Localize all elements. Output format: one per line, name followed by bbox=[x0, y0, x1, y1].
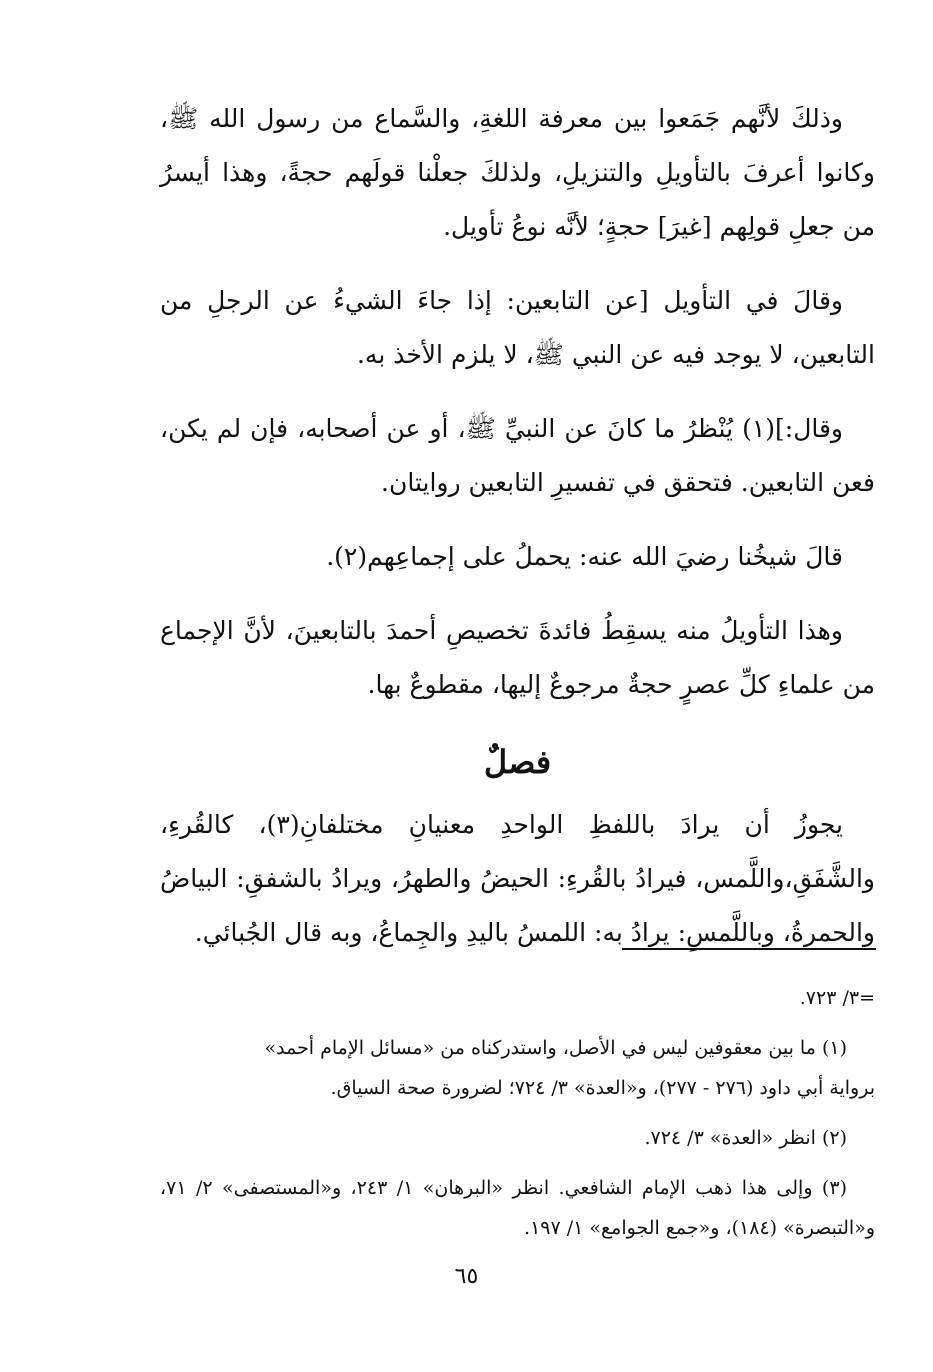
footnote-2: (٢) انظر «العدة» ٣/ ٧٢٤. bbox=[644, 1127, 847, 1149]
paragraph-1: وذلكَ لأنَّهم جَمَعوا بين معرفة اللغةِ، والسَّماع من رسول الله ﷺ، وكانوا أعرفَ بالتأويلِ والتنزيلِ، ولذلكَ جعلْنا قولَهم حجةً، وهذا أيسرُ من جعلِ قولِهم [غيرَ] حجةٍ؛ لأنَّه نوعُ تأويل. bbox=[160, 104, 875, 241]
footnotes bbox=[160, 978, 875, 1258]
section-heading: فصلٌ bbox=[483, 743, 552, 781]
footnote-1: (١) ما بين معقوفين ليس في الأصل، واستدركناه من «مسائل الإمام أحمد» bbox=[264, 1037, 847, 1059]
main-text bbox=[160, 92, 875, 980]
footnote-3: (٣) وإلى هذا ذهب الإمام الشافعي. انظر «البرهان» ١/ ٢٤٣، و«المستصفى» ٢/ ٧١، و«التبصرة» (١٨٤)، و«جمع الجوامع» ١/ ١٩٧. bbox=[160, 1177, 875, 1239]
page-number: ٦٥ bbox=[454, 1264, 479, 1289]
paragraph-3: وقال:](١) يُنْظرُ ما كانَ عن النبيِّ ﷺ، أو عن أصحابه، فإن لم يكن، فعن التابعين. فتحقق في تفسيرِ التابعين روايتان. bbox=[160, 414, 875, 497]
footnote-1-continued: برواية أبي داود (٢٧٦ - ٢٧٧)، و«العدة» ٣/ ٧٢٤؛ لضرورة صحة السياق. bbox=[330, 1077, 875, 1099]
paragraph-5: وهذا التأويلُ منه يسقِطُ فائدةَ تخصيصِ أحمدَ بالتابعينَ، لأنَّ الإجماع من علماءِ كلِّ عصرٍ حجةٌ مرجوعٌ إليها، مقطوعٌ بها. bbox=[160, 616, 875, 699]
paragraph-6: يجوزُ أن يرادَ باللفظِ الواحدِ معنيانِ مختلفانِ(٣)، كالقُرءِ، والشَّفَقِ،واللَّمس، فيرادُ بالقُرءِ: الحيضُ والطهرُ، ويرادُ بالشفقِ: البياضُ والحمرةُ، وباللَّمسِ: يرادُ به: اللمسُ باليدِ والجِماعُ، وبه قال الجُبائي. bbox=[160, 810, 875, 947]
paragraph-4: قالَ شيخُنا رضيَ الله عنه: يحملُ على إجماعِهم(٢). bbox=[326, 542, 843, 571]
footnote-continuation: =٣/ ٧٢٣. bbox=[799, 987, 875, 1009]
paragraph-2: وقالَ في التأويل [عن التابعين: إذا جاءَ الشيءُ عن الرجلِ من التابعين، لا يوجد فيه عن النبي ﷺ، لا يلزم الأخذ به. bbox=[160, 286, 875, 369]
footnote-divider bbox=[622, 948, 876, 950]
